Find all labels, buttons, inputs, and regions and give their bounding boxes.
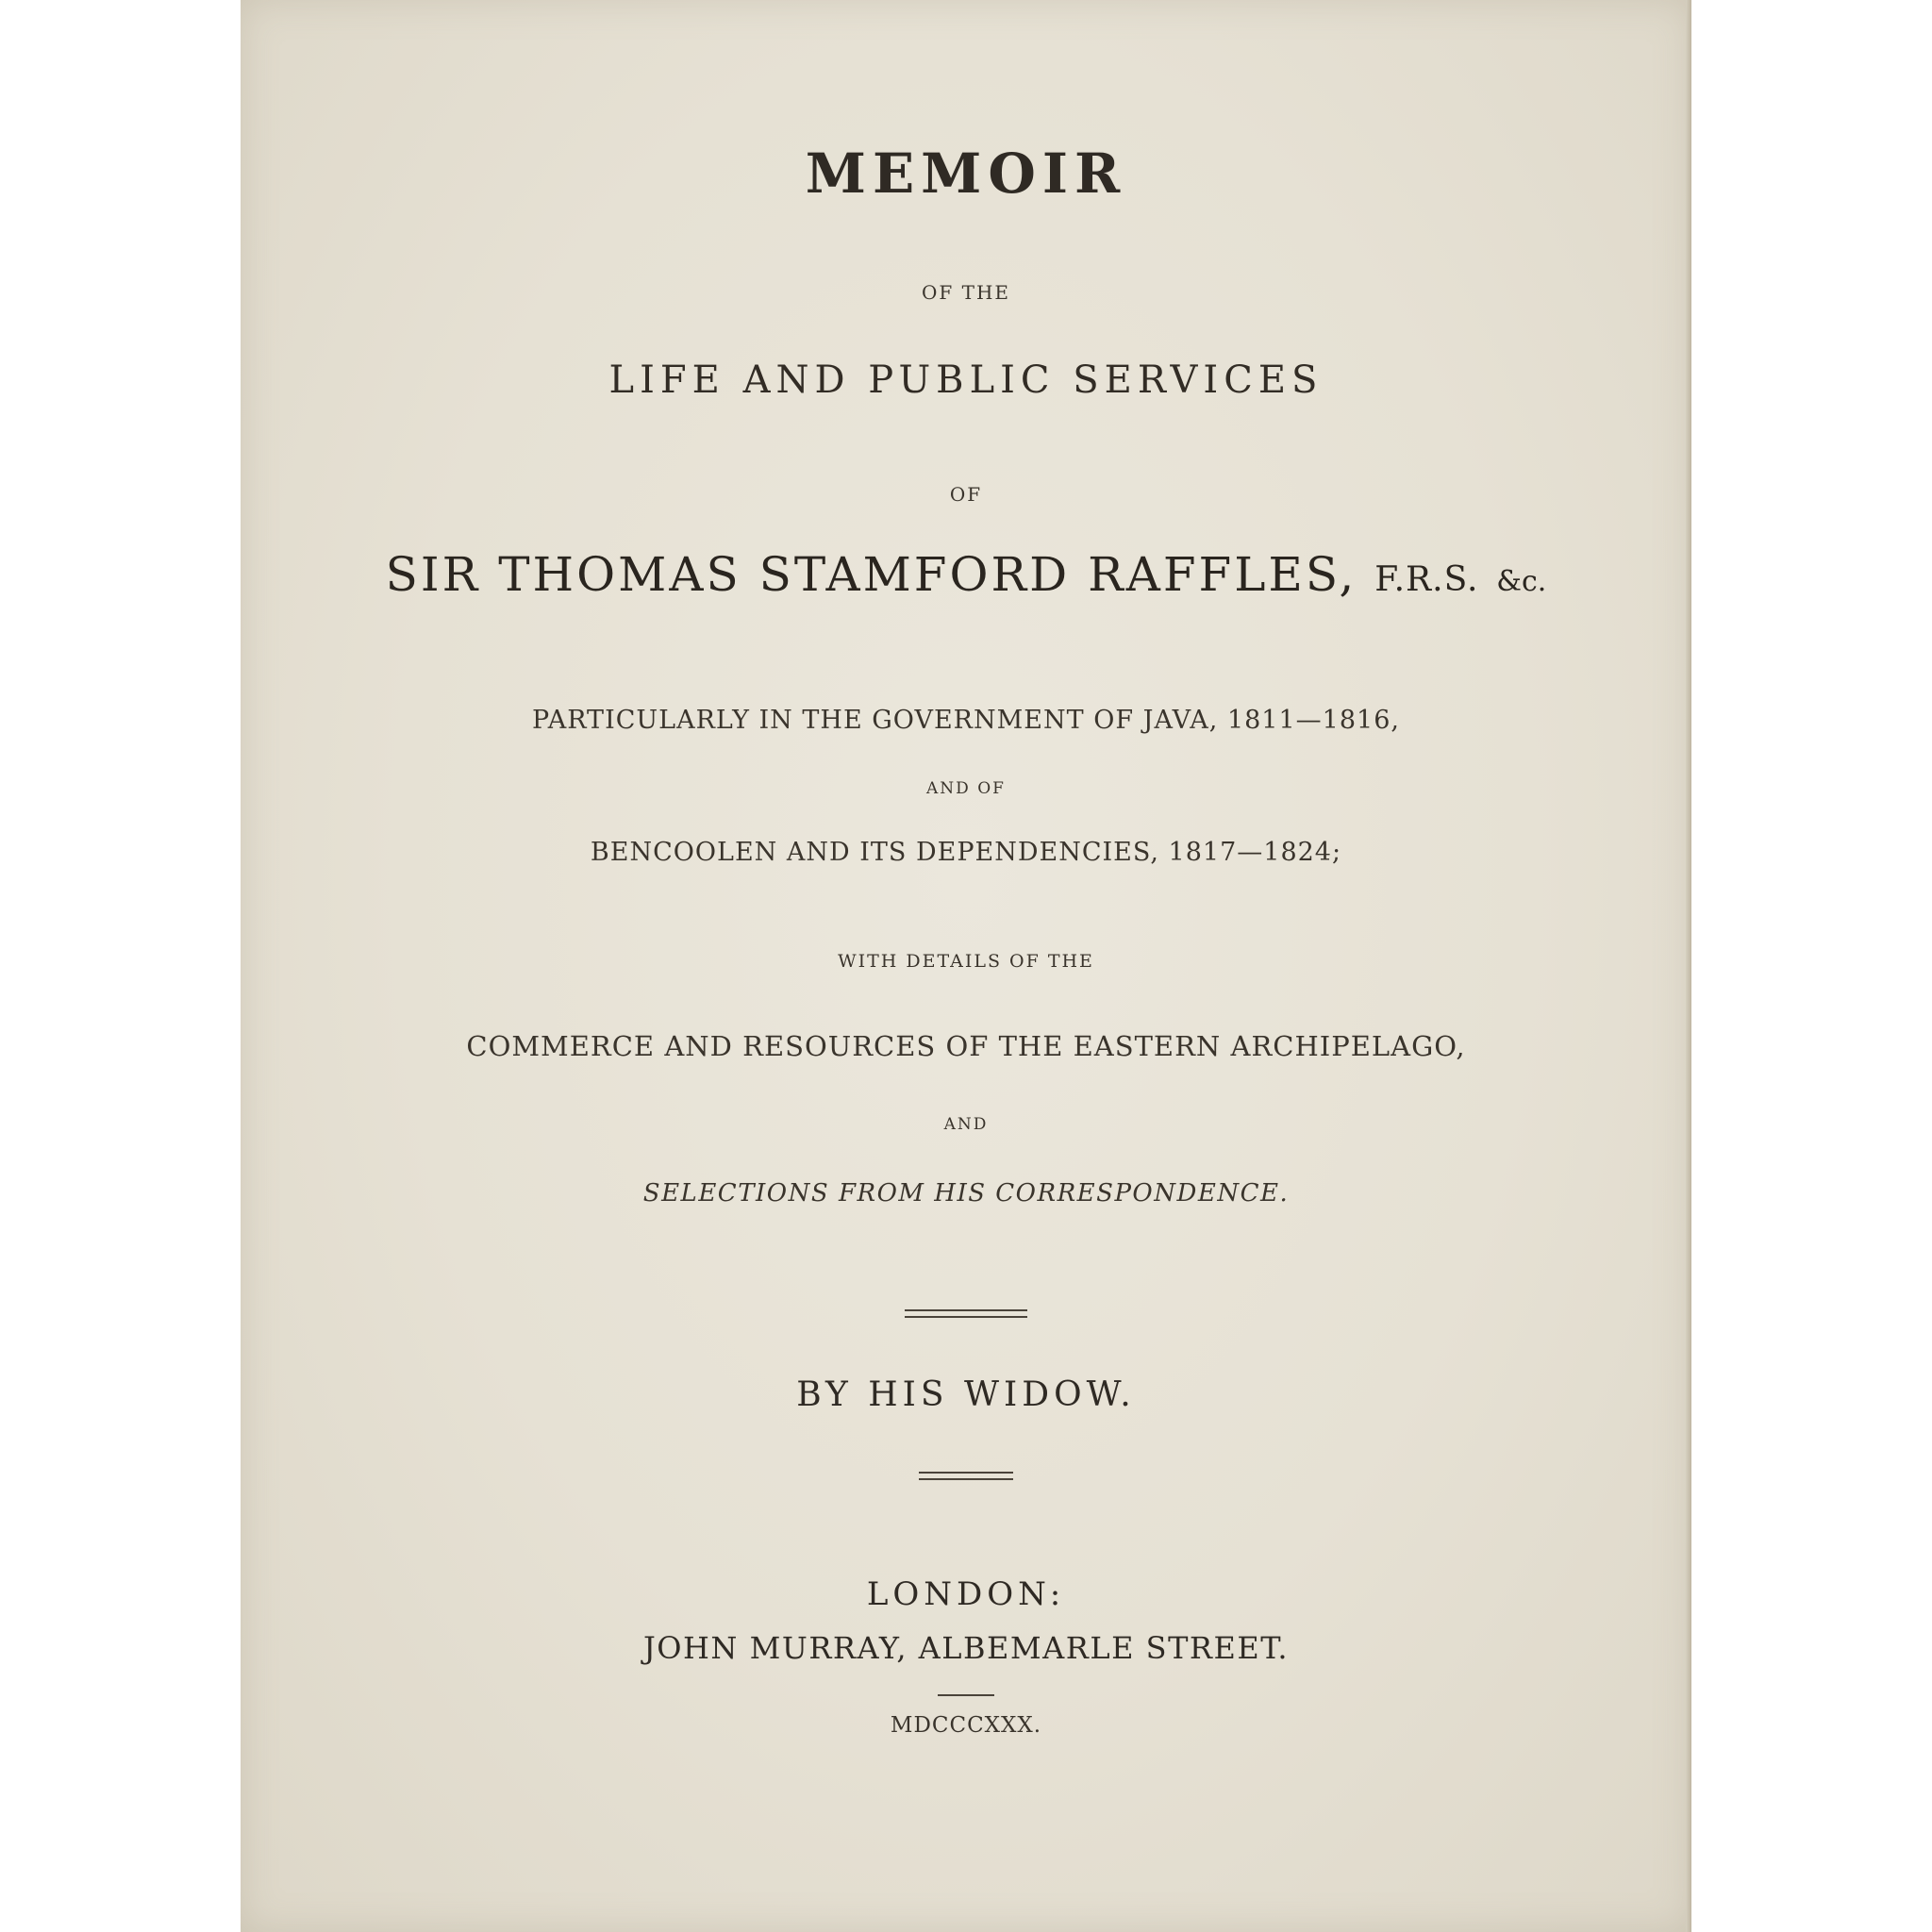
and-label: AND	[943, 1115, 989, 1134]
single-rule	[241, 1694, 1691, 1696]
place-line: LONDON:	[866, 1575, 1066, 1613]
bencoolen-line: BENCOOLEN AND ITS DEPENDENCIES, 1817—1824;	[590, 838, 1342, 867]
title-page	[241, 0, 1691, 1932]
commerce-line: COMMERCE AND RESOURCES OF THE EASTERN ARCHIPELAGO,	[466, 1030, 1466, 1062]
book-title: MEMOIR	[805, 142, 1127, 206]
of-label: OF	[949, 483, 983, 506]
double-rule-top	[241, 1309, 1691, 1318]
publisher-line: JOHN MURRAY, ALBEMARLE STREET.	[642, 1630, 1290, 1666]
of-the-label: OF THE	[921, 281, 1010, 304]
selections-line: SELECTIONS FROM HIS CORRESPONDENCE.	[642, 1179, 1290, 1208]
subject-name-line	[241, 547, 1691, 602]
java-line: PARTICULARLY IN THE GOVERNMENT OF JAVA, 1811—1816,	[532, 706, 1400, 735]
double-rule-bottom	[241, 1472, 1691, 1480]
subject-honours: F.R.S.	[1374, 560, 1479, 599]
subtitle: LIFE AND PUBLIC SERVICES	[608, 358, 1324, 402]
subject-etc: &c.	[1496, 565, 1547, 598]
subject-name: SIR THOMAS STAMFORD RAFFLES,	[385, 547, 1357, 602]
year-line: MDCCCXXX.	[890, 1713, 1042, 1738]
author-line: BY HIS WIDOW.	[796, 1375, 1136, 1414]
and-of-label: AND OF	[926, 779, 1006, 798]
with-details-label: WITH DETAILS OF THE	[838, 951, 1094, 972]
